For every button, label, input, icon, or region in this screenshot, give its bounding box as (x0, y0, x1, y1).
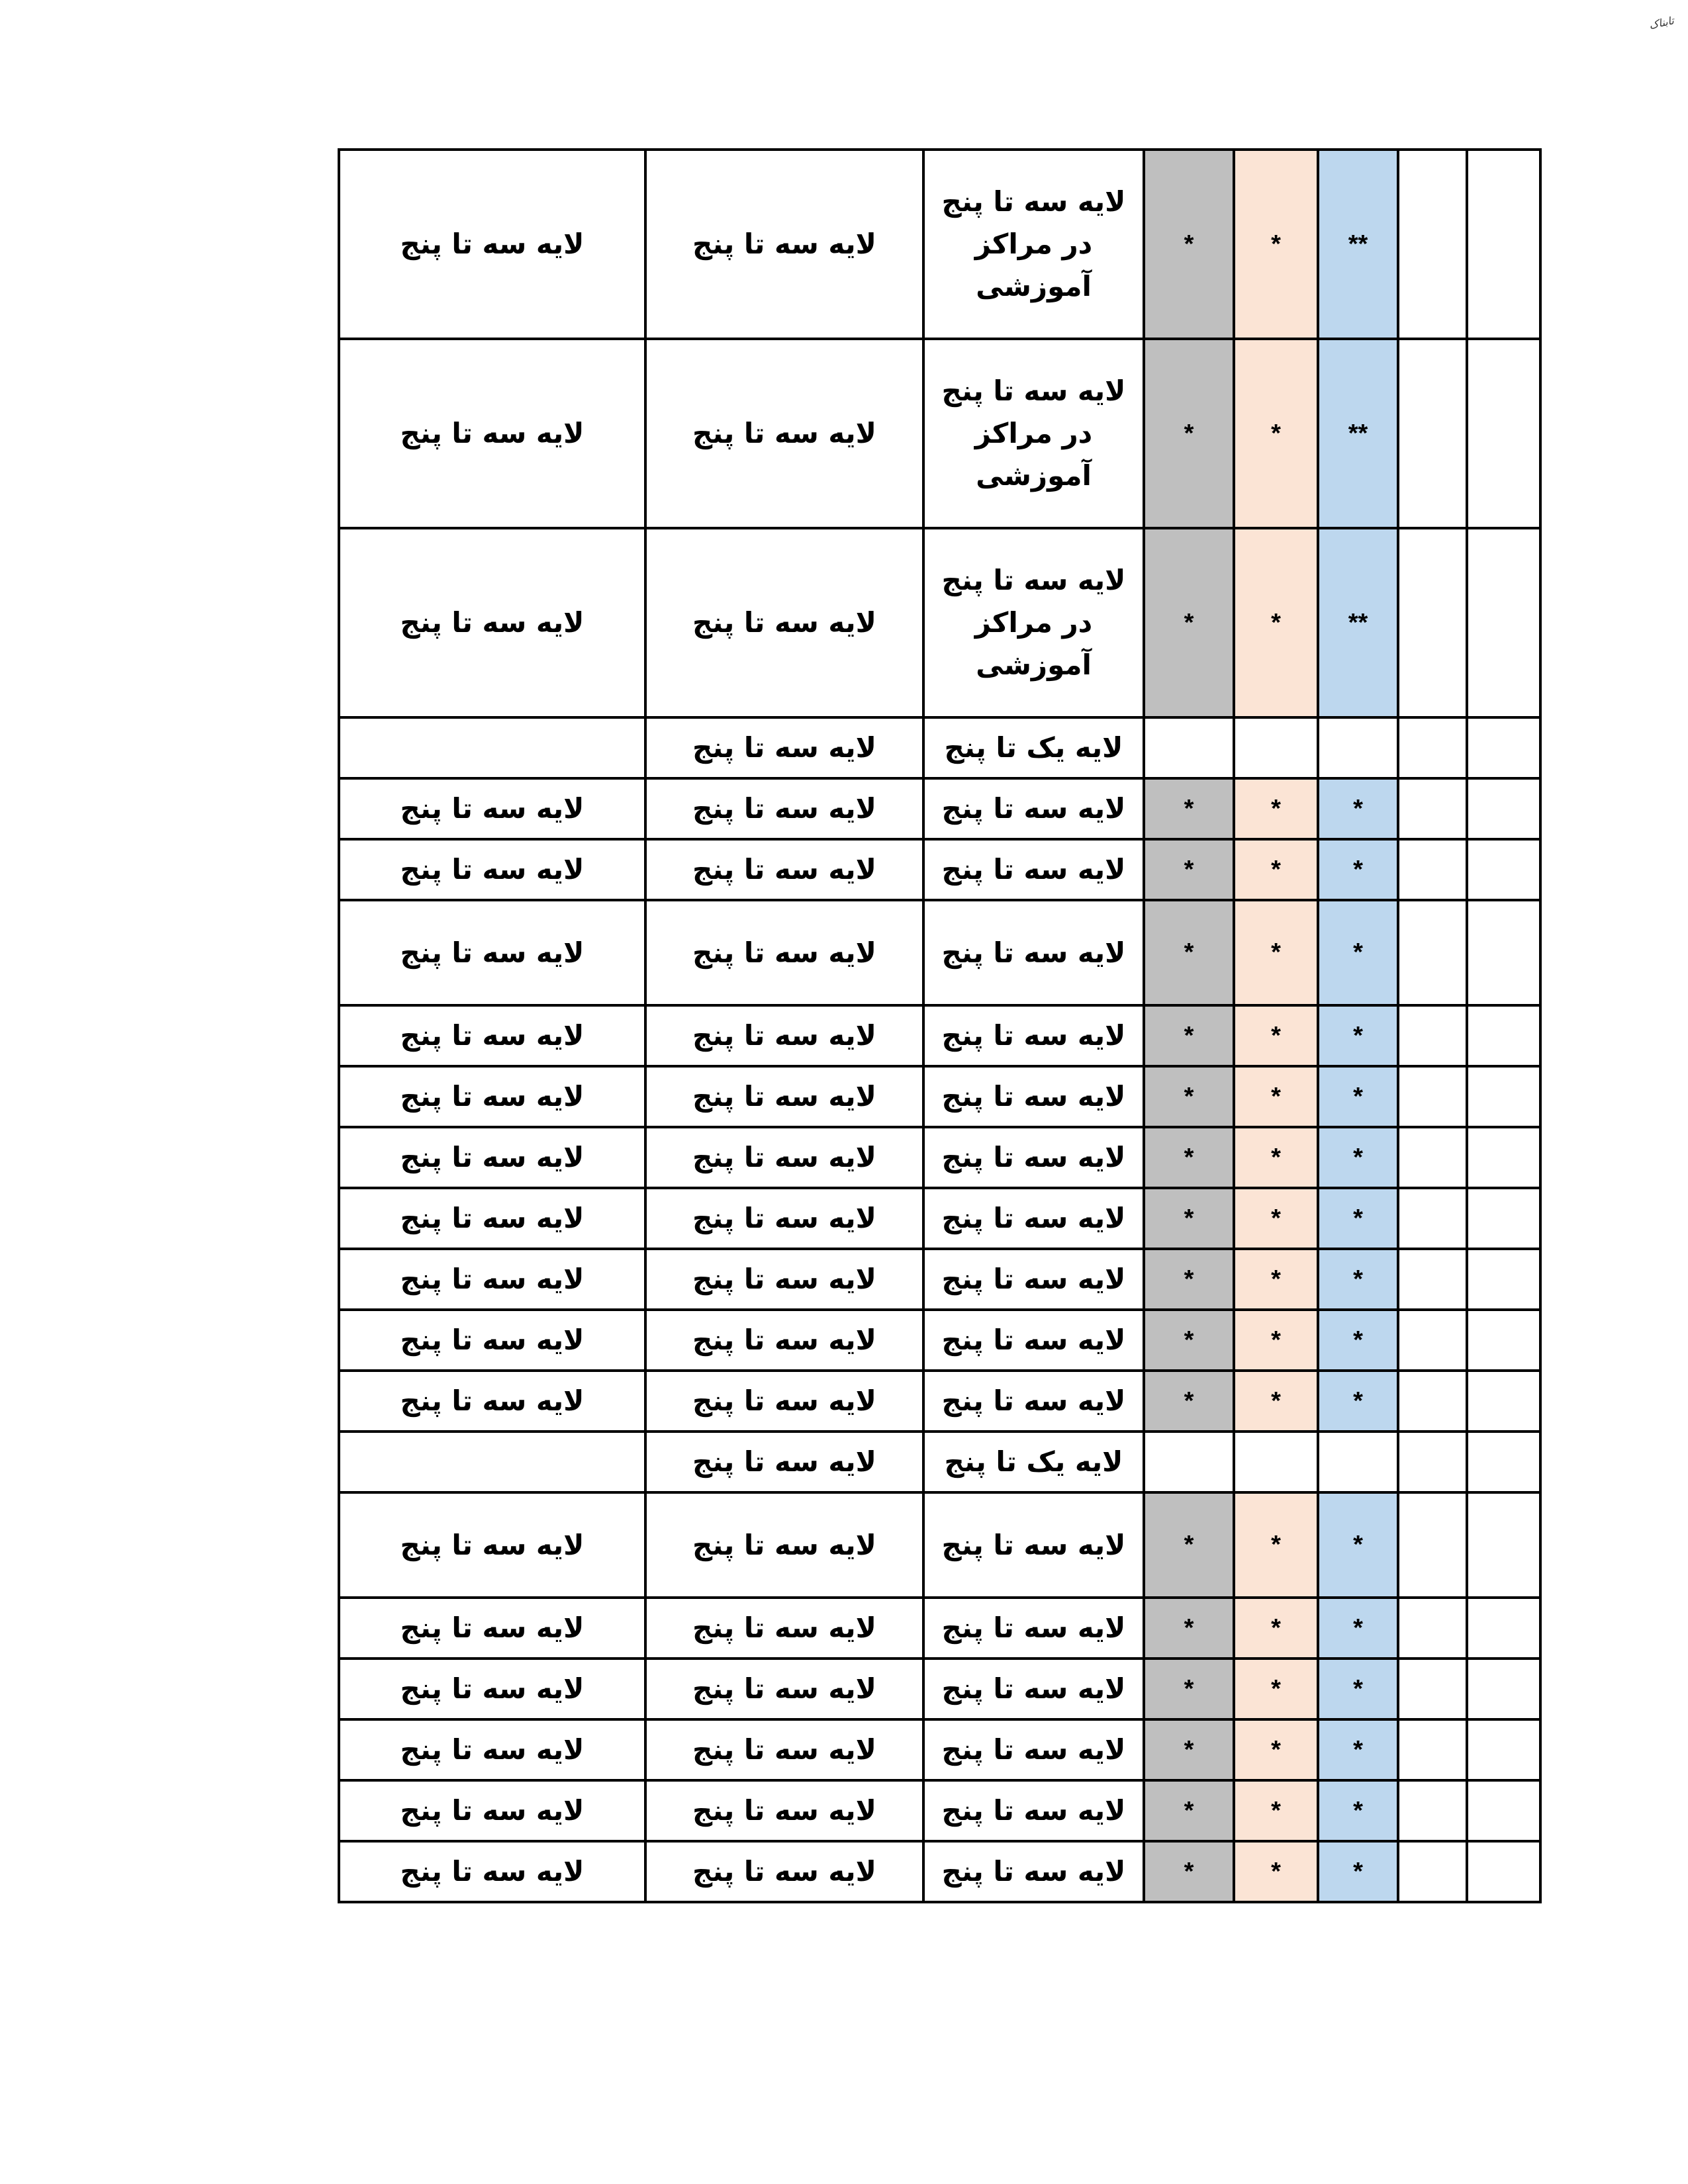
cell-layer-col1: لایه سه تا پنج (339, 1659, 645, 1719)
cell-layer-col3: لایه سه تا پنج (923, 900, 1144, 1005)
cell-layer-col1: لایه سه تا پنج (339, 1249, 645, 1310)
table-row (339, 839, 1540, 900)
cell-empty (1467, 1659, 1540, 1719)
cell-layer-col2: لایه سه تا پنج (645, 778, 923, 839)
cell-star-peach: * (1234, 900, 1318, 1005)
cell-empty (1467, 717, 1540, 778)
cell-star-gray: * (1144, 1127, 1234, 1188)
cell-star-gray: * (1144, 1066, 1234, 1127)
cell-layer-col1: لایه سه تا پنج (339, 1066, 645, 1127)
cell-star-blue: * (1318, 839, 1398, 900)
cell-layer-col2: لایه سه تا پنج (645, 839, 923, 900)
cell-layer-col3: لایه سه تا پنج (923, 1249, 1144, 1310)
cell-empty (1398, 839, 1467, 900)
table-row (339, 1432, 1540, 1492)
cell-layer-col1: لایه سه تا پنج (339, 1188, 645, 1249)
cell-layer-col1: لایه سه تا پنج (339, 1371, 645, 1432)
cell-layer-col2: لایه سه تا پنج (645, 1719, 923, 1780)
cell-star-peach: * (1234, 1598, 1318, 1659)
cell-star-blue: ** (1318, 528, 1398, 717)
cell-star-gray: * (1144, 150, 1234, 339)
cell-star-blue: * (1318, 1719, 1398, 1780)
cell-star-blue: * (1318, 1492, 1398, 1598)
cell-star-blue: * (1318, 1659, 1398, 1719)
cell-star-peach: * (1234, 1188, 1318, 1249)
cell-empty (1467, 1780, 1540, 1841)
layers-table (338, 148, 1542, 1903)
cell-empty (1398, 1371, 1467, 1432)
cell-layer-col1: لایه سه تا پنج (339, 1598, 645, 1659)
cell-layer-col2: لایه سه تا پنج (645, 900, 923, 1005)
cell-empty (1467, 1598, 1540, 1659)
cell-layer-col3: لایه سه تا پنج (923, 1492, 1144, 1598)
cell-star-peach: * (1234, 1127, 1318, 1188)
cell-empty (1398, 1127, 1467, 1188)
cell-empty (1467, 1841, 1540, 1902)
cell-star-peach: * (1234, 1005, 1318, 1066)
cell-empty (1398, 717, 1467, 778)
cell-empty (1467, 900, 1540, 1005)
cell-star-gray: * (1144, 1780, 1234, 1841)
cell-star-peach: * (1234, 528, 1318, 717)
table-row (339, 150, 1540, 339)
cell-layer-col2: لایه سه تا پنج (645, 528, 923, 717)
table-row (339, 339, 1540, 528)
cell-star-peach: * (1234, 839, 1318, 900)
table-row (339, 900, 1540, 1005)
cell-star-peach: * (1234, 339, 1318, 528)
table-row (339, 1127, 1540, 1188)
cell-star-gray: * (1144, 1188, 1234, 1249)
cell-empty (1398, 1719, 1467, 1780)
cell-layer-col2: لایه سه تا پنج (645, 1598, 923, 1659)
table-row (339, 1310, 1540, 1371)
table-row (339, 1249, 1540, 1310)
cell-star-peach: * (1234, 1719, 1318, 1780)
cell-star-peach: * (1234, 1492, 1318, 1598)
cell-empty (1467, 528, 1540, 717)
cell-star-gray: * (1144, 778, 1234, 839)
cell-empty (1398, 1188, 1467, 1249)
cell-layer-col3: لایه سه تا پنج در مراکز آموزشی (923, 150, 1144, 339)
cell-empty (1398, 1310, 1467, 1371)
cell-layer-col2: لایه سه تا پنج (645, 1310, 923, 1371)
cell-star-peach: * (1234, 1066, 1318, 1127)
cell-empty (1398, 900, 1467, 1005)
cell-empty (1398, 1066, 1467, 1127)
cell-star-blue: * (1318, 1066, 1398, 1127)
cell-layer-col1: لایه سه تا پنج (339, 1841, 645, 1902)
cell-star-peach: * (1234, 1780, 1318, 1841)
cell-layer-col3: لایه سه تا پنج (923, 1719, 1144, 1780)
cell-layer-col2: لایه سه تا پنج (645, 1127, 923, 1188)
cell-star-gray: * (1144, 1249, 1234, 1310)
cell-layer-col2: لایه سه تا پنج (645, 339, 923, 528)
cell-empty (1467, 1371, 1540, 1432)
cell-layer-col2: لایه سه تا پنج (645, 1780, 923, 1841)
cell-layer-col2: لایه سه تا پنج (645, 1659, 923, 1719)
cell-layer-col2: لایه سه تا پنج (645, 1005, 923, 1066)
table-row (339, 1492, 1540, 1598)
cell-layer-col2: لایه سه تا پنج (645, 1432, 923, 1492)
table-row (339, 1659, 1540, 1719)
cell-layer-col1: لایه سه تا پنج (339, 1780, 645, 1841)
cell-layer-col3: لایه سه تا پنج (923, 778, 1144, 839)
cell-empty (1398, 1841, 1467, 1902)
cell-layer-col1: لایه سه تا پنج (339, 1719, 645, 1780)
cell-layer-col2: لایه سه تا پنج (645, 1249, 923, 1310)
cell-empty (1398, 150, 1467, 339)
cell-star-blue: * (1318, 1841, 1398, 1902)
cell-empty (1398, 1598, 1467, 1659)
cell-layer-col3: لایه سه تا پنج (923, 1598, 1144, 1659)
cell-empty (1398, 1780, 1467, 1841)
table-row (339, 1719, 1540, 1780)
cell-star-blue: ** (1318, 150, 1398, 339)
cell-star-blue: * (1318, 1005, 1398, 1066)
cell-empty (1467, 1005, 1540, 1066)
cell-star-blue: * (1318, 1780, 1398, 1841)
cell-empty (1398, 1492, 1467, 1598)
cell-layer-col3: لایه یک تا پنج (923, 1432, 1144, 1492)
cell-star-gray: * (1144, 1371, 1234, 1432)
cell-star-peach: * (1234, 1659, 1318, 1719)
cell-layer-col3: لایه سه تا پنج (923, 1371, 1144, 1432)
cell-star-gray: * (1144, 900, 1234, 1005)
cell-empty (1398, 1659, 1467, 1719)
cell-layer-col1 (339, 1432, 645, 1492)
cell-layer-col3: لایه سه تا پنج (923, 1005, 1144, 1066)
cell-empty (1398, 1249, 1467, 1310)
cell-star-peach: * (1234, 1841, 1318, 1902)
table-body (339, 150, 1540, 1902)
cell-layer-col3: لایه سه تا پنج (923, 839, 1144, 900)
cell-layer-col3: لایه سه تا پنج (923, 1127, 1144, 1188)
cell-layer-col1: لایه سه تا پنج (339, 900, 645, 1005)
cell-empty (1398, 339, 1467, 528)
cell-layer-col2: لایه سه تا پنج (645, 1066, 923, 1127)
cell-star-gray (1144, 1432, 1234, 1492)
cell-star-blue: * (1318, 1249, 1398, 1310)
table-row (339, 1066, 1540, 1127)
cell-star-blue (1318, 1432, 1398, 1492)
cell-star-blue: * (1318, 900, 1398, 1005)
cell-layer-col3: لایه سه تا پنج (923, 1310, 1144, 1371)
cell-layer-col1: لایه سه تا پنج (339, 1005, 645, 1066)
cell-layer-col3: لایه سه تا پنج (923, 1780, 1144, 1841)
cell-star-peach (1234, 1432, 1318, 1492)
cell-layer-col1: لایه سه تا پنج (339, 150, 645, 339)
cell-layer-col3: لایه یک تا پنج (923, 717, 1144, 778)
cell-layer-col1: لایه سه تا پنج (339, 1310, 645, 1371)
cell-layer-col2: لایه سه تا پنج (645, 1492, 923, 1598)
cell-empty (1398, 1432, 1467, 1492)
cell-star-gray: * (1144, 1310, 1234, 1371)
cell-layer-col1 (339, 717, 645, 778)
watermark-logo: تابناک (1648, 14, 1675, 32)
cell-layer-col3: لایه سه تا پنج در مراکز آموزشی (923, 339, 1144, 528)
cell-star-peach: * (1234, 778, 1318, 839)
cell-empty (1467, 778, 1540, 839)
table-row (339, 717, 1540, 778)
cell-empty (1467, 150, 1540, 339)
cell-layer-col1: لایه سه تا پنج (339, 528, 645, 717)
cell-star-peach: * (1234, 1249, 1318, 1310)
cell-layer-col3: لایه سه تا پنج (923, 1066, 1144, 1127)
cell-star-blue: * (1318, 1371, 1398, 1432)
table-row (339, 1188, 1540, 1249)
cell-star-blue: * (1318, 1127, 1398, 1188)
cell-empty (1398, 1005, 1467, 1066)
cell-empty (1467, 1066, 1540, 1127)
cell-star-blue: * (1318, 778, 1398, 839)
cell-star-peach: * (1234, 1371, 1318, 1432)
cell-layer-col3: لایه سه تا پنج (923, 1659, 1144, 1719)
cell-star-peach (1234, 717, 1318, 778)
table-row (339, 528, 1540, 717)
cell-empty (1467, 1719, 1540, 1780)
cell-empty (1467, 1310, 1540, 1371)
cell-star-gray: * (1144, 1659, 1234, 1719)
cell-layer-col2: لایه سه تا پنج (645, 1371, 923, 1432)
cell-star-gray: * (1144, 528, 1234, 717)
cell-empty (1467, 1492, 1540, 1598)
cell-star-blue: * (1318, 1598, 1398, 1659)
cell-layer-col3: لایه سه تا پنج در مراکز آموزشی (923, 528, 1144, 717)
cell-star-peach: * (1234, 1310, 1318, 1371)
table-row (339, 1841, 1540, 1902)
cell-layer-col1: لایه سه تا پنج (339, 1127, 645, 1188)
table-row (339, 778, 1540, 839)
cell-empty (1398, 528, 1467, 717)
table-row (339, 1598, 1540, 1659)
cell-layer-col3: لایه سه تا پنج (923, 1188, 1144, 1249)
cell-star-gray: * (1144, 339, 1234, 528)
cell-empty (1467, 839, 1540, 900)
cell-star-blue: * (1318, 1310, 1398, 1371)
cell-layer-col1: لایه سه تا پنج (339, 1492, 645, 1598)
cell-layer-col1: لایه سه تا پنج (339, 339, 645, 528)
cell-star-gray: * (1144, 1719, 1234, 1780)
cell-empty (1467, 1432, 1540, 1492)
table-row (339, 1780, 1540, 1841)
cell-layer-col1: لایه سه تا پنج (339, 839, 645, 900)
cell-layer-col2: لایه سه تا پنج (645, 1188, 923, 1249)
cell-star-gray: * (1144, 1598, 1234, 1659)
cell-star-blue: * (1318, 1188, 1398, 1249)
cell-star-blue (1318, 717, 1398, 778)
cell-layer-col2: لایه سه تا پنج (645, 1841, 923, 1902)
cell-empty (1398, 778, 1467, 839)
cell-layer-col1: لایه سه تا پنج (339, 778, 645, 839)
cell-empty (1467, 1249, 1540, 1310)
cell-star-gray: * (1144, 1841, 1234, 1902)
cell-empty (1467, 1127, 1540, 1188)
cell-star-gray: * (1144, 1005, 1234, 1066)
cell-star-gray: * (1144, 1492, 1234, 1598)
cell-star-blue: ** (1318, 339, 1398, 528)
cell-star-gray (1144, 717, 1234, 778)
cell-empty (1467, 1188, 1540, 1249)
cell-star-peach: * (1234, 150, 1318, 339)
cell-empty (1467, 339, 1540, 528)
cell-layer-col2: لایه سه تا پنج (645, 717, 923, 778)
cell-layer-col3: لایه سه تا پنج (923, 1841, 1144, 1902)
cell-star-gray: * (1144, 839, 1234, 900)
cell-layer-col2: لایه سه تا پنج (645, 150, 923, 339)
table-row (339, 1005, 1540, 1066)
table-row (339, 1371, 1540, 1432)
